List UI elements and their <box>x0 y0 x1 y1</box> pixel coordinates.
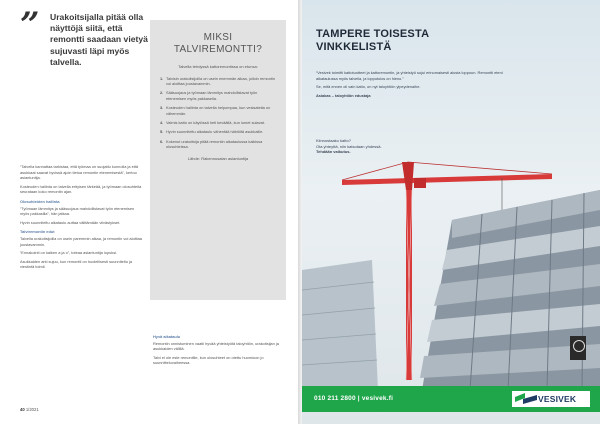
pull-quote-text: Urakoitsijalla pitää olla näyttöjä siitä, että remontti saadaan vietyä sujuvasti läpi myös talvella. <box>50 12 148 67</box>
vesivek-logo <box>512 391 590 407</box>
body-paragraph: Kosteuden hallinta on talvella erityisen tärkeää, ja työmaan olosuhteita seurataan koko remontin ajan. <box>20 183 142 195</box>
sidebar-list-item <box>160 90 276 101</box>
ad-headline <box>316 28 516 53</box>
issue-number: 1/2021 <box>25 407 39 412</box>
list-text: Kosteuden hallinta on talvella helpompaa, kun vesisateita on vähemmän. <box>166 105 271 116</box>
left-page <box>0 0 298 424</box>
article-column-right <box>153 330 283 369</box>
testimonial-paragraph: “Vesivek toimitti kattotuotteet ja kattoremontin, ja yhteistyö sujui erinomaisesti alusta loppuun. Remontti eteni aikataulussa myös talvella, ja lopputulos on hieno.” <box>316 70 503 81</box>
body-paragraph: “Talvella kannattaa tarkistaa, että työmaa on suojattu kunnolla ja että asukkaat saavat hyvissä ajoin tietoa remontin etenemisestä”, kertoo asiantuntija. <box>20 164 139 181</box>
ad-headline-line: VINKKELISTÄ <box>316 40 392 53</box>
sidebar-box <box>150 20 286 300</box>
list-text: Valmis katto on käytössä heti keväällä, kun lumet sulavat. <box>166 120 265 126</box>
tower-building <box>302 260 378 390</box>
certification-badge-icon <box>570 336 586 360</box>
ad-testimonial <box>316 70 516 101</box>
page-number: 40 <box>20 407 25 412</box>
sidebar-title: MIKSI TALVIREMONTTI? <box>173 32 263 55</box>
ad-contact-bar <box>302 386 600 412</box>
sidebar-footer: Lähde: Rakennusalan asiantuntija <box>187 155 249 161</box>
sidebar-list-item <box>160 139 276 150</box>
list-number: 4. <box>160 120 164 126</box>
subheading: Hyvä aikataulu <box>153 334 181 339</box>
sidebar-list <box>160 76 276 150</box>
sidebar-list-item <box>160 76 276 87</box>
list-text: Kokenut urakoitsija pitää remontin aikataulussa kaikissa olosuhteissa. <box>166 138 263 150</box>
list-text: Hyvin suunniteltu aikataulu vähentää häiriöitä asukkaille. <box>166 129 264 135</box>
ad-call-to-action <box>316 138 436 155</box>
body-paragraph: Remontin onnistuminen vaatii hyvää yhteistyötä taloyhtiön, urakoitsijan ja asukkaiden välillä. <box>153 340 279 352</box>
list-text: Sääsuojaus ja työmaan lämmitys mahdollistavat työn etenemisen myös pakkasella. <box>166 90 258 101</box>
article-column-left <box>20 164 144 273</box>
list-number: 2. <box>160 90 164 96</box>
sidebar-list-item <box>160 105 276 116</box>
body-paragraph: “Työmaan lämmitys ja sääsuojaus mahdollistavat työn etenemisen myös pakkasilla”, hän jatkaa. <box>20 205 135 217</box>
list-number: 5. <box>160 129 164 135</box>
body-paragraph: Talvella urakoitsijoilla on usein paremmin aikaa, ja remontin voi aloittaa joustavammin. <box>20 235 142 247</box>
list-number: 3. <box>160 105 164 111</box>
sidebar-list-item <box>160 120 276 125</box>
testimonial-paragraph: Se, mitä ennen oli vain katto, on nyt taloyhtiön ylpeydenaihe. <box>316 84 421 90</box>
building-crane-illustration <box>302 150 600 390</box>
cta-line: Kiinnostaako katto? <box>316 138 351 143</box>
building-facade <box>420 190 600 390</box>
body-paragraph: Asukkaiden arki sujuu, kun remontti on huolellisesti suunniteltu ja viestintä toimii. <box>20 258 133 270</box>
testimonial-signature: Asiakas – taloyhtiön edustaja <box>316 92 371 98</box>
list-number: 6. <box>160 138 164 144</box>
subheading: Olosuhteiden hallinta <box>20 198 60 204</box>
right-page-advertisement <box>302 0 600 424</box>
quote-mark-icon: ” <box>20 5 37 45</box>
logo-wordmark: VESIVEK <box>538 394 577 404</box>
sidebar-lead: Talvella tehdyssä kattoremontissa on etunsa: <box>178 64 258 69</box>
subheading: Talviremontin edut <box>20 229 55 235</box>
ad-contact-info[interactable]: 010 211 2800 | vesivek.fi <box>314 395 394 402</box>
ad-headline-line: TAMPERE TOISESTA <box>316 28 430 40</box>
vesivek-logo-mark-icon <box>515 393 537 405</box>
body-paragraph: “Ennakointi on kaiken a ja o”, toteaa asiantuntija lopuksi. <box>20 250 118 256</box>
page-folio <box>20 407 39 412</box>
body-paragraph: Talvi ei ole este remontille, kun olosuhteet on otettu huomioon jo suunnitteluvaiheessa. <box>153 354 264 366</box>
body-paragraph: Hyvin suunniteltu aikataulu auttaa välttämään viivästykset. <box>20 219 121 225</box>
sidebar-list-item <box>160 129 276 134</box>
list-number: 1. <box>160 75 164 81</box>
list-text: Talvisin urakoitsijoilla on usein enemmän aikaa, jolloin remontin voi aloittaa joustavammin. <box>166 75 275 86</box>
cta-line: Tehdään vaikutus. <box>316 149 351 155</box>
cta-line: Ota yhteyttä, niin katsotaan yhdessä. <box>316 143 382 149</box>
